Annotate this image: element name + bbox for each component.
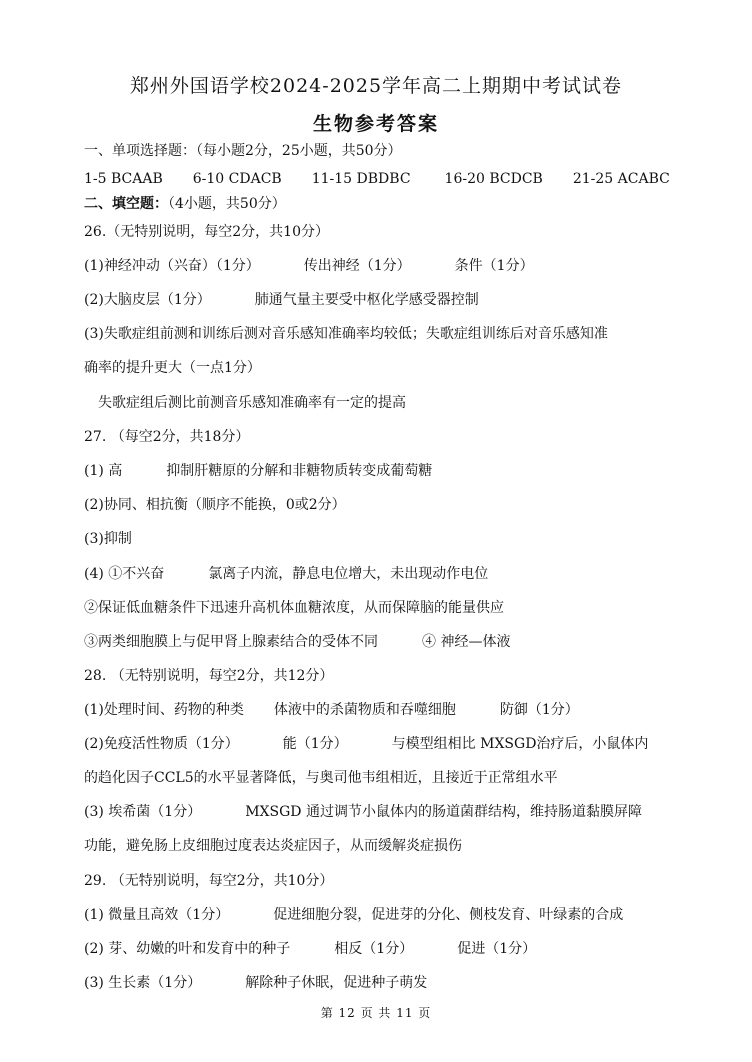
q29-answer-6: (3) 生长素（1分） <box>84 975 202 991</box>
q27-answer-2: 抑制肝糖原的分解和非糖物质转变成葡萄糖 <box>166 463 433 479</box>
q29-answer-7: 解除种子休眠，促进种子萌发 <box>245 975 428 991</box>
q28-answer-8: MXSGD 通过调节小鼠体内的肠道菌群结构，维持肠道黏膜屏障 <box>245 804 642 820</box>
q28-line1 <box>84 700 579 720</box>
q28-answer-1: (1)处理时间、药物的种类 <box>84 702 244 718</box>
q28-line3: 的趋化因子CCL5的水平显著降低，与奥司他韦组相近，且接近于正常组水平 <box>84 770 558 786</box>
q27-line5: ②保证低血糖条件下迅速升高机体血糖浓度，从而保障脑的能量供应 <box>84 600 504 616</box>
q29-answer-2: 促进细胞分裂，促进芽的分化、侧枝发育、叶绿素的合成 <box>273 907 624 923</box>
q26-answer-4: (2)大脑皮层（1分） <box>84 292 211 308</box>
q28-answer-7: (3) 埃希菌（1分） <box>84 804 202 820</box>
q26-line1 <box>84 256 534 276</box>
q27-line1 <box>84 461 432 481</box>
q29-line2 <box>84 939 536 959</box>
page-number: 第 12 页 共 11 页 <box>320 1006 432 1020</box>
q26-line3: (3)失歌症组前测和训练后测对音乐感知准确率均较低；失歌症组训练后对音乐感知准 <box>84 326 608 342</box>
choice-answers <box>84 169 670 189</box>
document-subtitle: 生物参考答案 <box>312 113 439 135</box>
q27-line2: (2)协同、相抗衡（顺序不能换，0或2分） <box>84 497 346 513</box>
q27-answer-1: (1) 高 <box>84 463 123 479</box>
q27-answer-4a: (4) ①不兴奋 <box>84 566 165 582</box>
answer-group-3: 11-15 DBDBC <box>311 171 411 187</box>
q26-answer-2: 传出神经（1分） <box>303 258 411 274</box>
section2-heading-detail: （4小题，共50分） <box>168 196 286 212</box>
q28-answer-3: 防御（1分） <box>499 702 579 718</box>
q27-line6 <box>84 632 510 652</box>
q28-line4 <box>84 802 642 822</box>
q27-answer-6b: ④ 神经—体液 <box>422 634 511 650</box>
q28-line2 <box>84 734 648 754</box>
q29-line3 <box>84 973 427 993</box>
document-title: 郑州外国语学校2024-2025学年高二上期期中考试试卷 <box>129 75 623 97</box>
q28-answer-2: 体液中的杀菌物质和吞噬细胞 <box>273 702 456 718</box>
q28-answer-4: (2)免疫活性物质（1分） <box>84 736 239 752</box>
q26-line2 <box>84 290 479 310</box>
q29-header: 29. （无特别说明，每空2分，共10分） <box>84 873 334 889</box>
answer-group-1: 1-5 BCAAB <box>84 171 163 187</box>
q29-line1 <box>84 905 623 925</box>
q28-line5: 功能，避免肠上皮细胞过度表达炎症因子，从而缓解炎症损伤 <box>84 838 462 854</box>
answer-group-4: 16-20 BCDCB <box>444 171 543 187</box>
q28-answer-6: 与模型组相比 MXSGD治疗后，小鼠体内 <box>391 736 649 752</box>
q27-line4 <box>84 564 488 584</box>
q29-answer-3: (2) 芽、幼嫩的叶和发育中的种子 <box>84 941 291 957</box>
q28-header: 28. （无特别说明，每空2分，共12分） <box>84 668 334 684</box>
q29-answer-4: 相反（1分） <box>334 941 414 957</box>
q26-answer-3: 条件（1分） <box>454 258 534 274</box>
answer-group-5: 21-25 ACABC <box>572 171 670 187</box>
section2-heading <box>84 194 286 214</box>
q29-answer-5: 促进（1分） <box>457 941 537 957</box>
q26-answer-1: (1)神经冲动（兴奋）（1分） <box>84 258 260 274</box>
answer-group-2: 6-10 CDACB <box>192 171 282 187</box>
q27-header: 27. （每空2分，共18分） <box>84 429 250 445</box>
q28-answer-5: 能（1分） <box>282 736 348 752</box>
section2-heading-label: 二、填空题： <box>84 196 168 212</box>
q27-answer-6a: ③两类细胞膜上与促甲肾上腺素结合的受体不同 <box>84 634 378 650</box>
q27-line3: (3)抑制 <box>84 531 132 547</box>
q26-header: 26.（无特别说明，每空2分，共10分） <box>84 224 329 240</box>
q26-line4: 确率的提升更大（一点1分） <box>84 360 261 376</box>
q26-answer-5: 肺通气量主要受中枢化学感受器控制 <box>254 292 479 308</box>
q29-answer-1: (1) 微量且高效（1分） <box>84 907 230 923</box>
q27-answer-4b: 氯离子内流，静息电位增大，未出现动作电位 <box>208 566 489 582</box>
q26-line5: 失歌症组后测比前测音乐感知准确率有一定的提高 <box>98 395 406 411</box>
section1-heading: 一、单项选择题：（每小题2分，25小题，共50分） <box>84 143 402 159</box>
